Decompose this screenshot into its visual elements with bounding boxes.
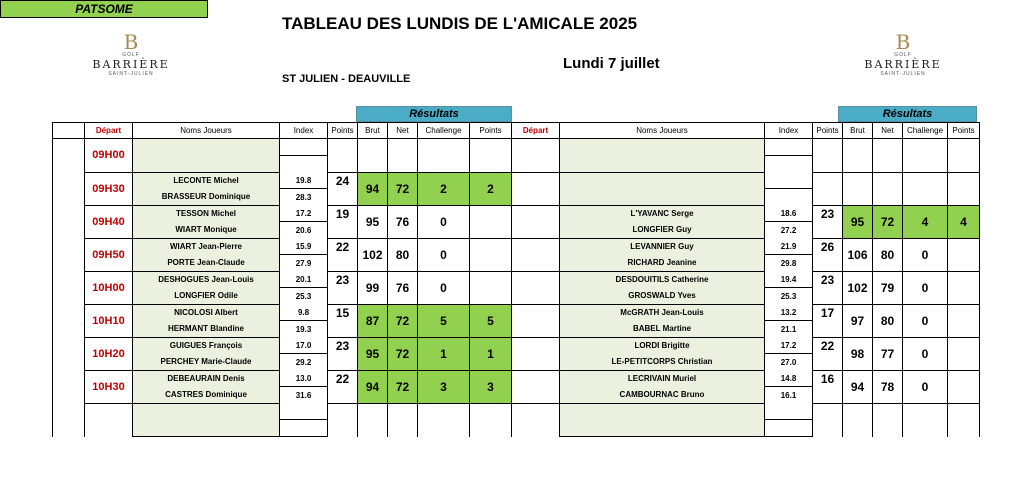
player-name: TESSON Michel xyxy=(133,205,280,222)
table-row xyxy=(53,403,980,420)
challenge-score: 0 xyxy=(418,271,470,304)
logo-golf-barriere-left xyxy=(90,32,172,98)
brut-score: 99 xyxy=(358,271,388,304)
brut-score xyxy=(358,139,388,173)
player-name: CAMBOURNAC Bruno xyxy=(560,387,765,404)
player-index: 15.9 xyxy=(280,238,328,255)
net-score xyxy=(873,403,903,437)
player-name: DESDOUITILS Catherine xyxy=(560,271,765,288)
logo-monogram: B xyxy=(895,30,911,54)
net-score: 72 xyxy=(388,304,418,337)
player-name: BABEL Martine xyxy=(560,321,765,338)
table-header-row xyxy=(53,123,980,139)
net-score xyxy=(873,139,903,173)
tee-time-right xyxy=(512,238,560,271)
net-score xyxy=(873,172,903,205)
player-name: L'YAVANC Serge xyxy=(560,205,765,222)
player-name xyxy=(133,403,280,420)
row-margin-cell xyxy=(53,205,85,238)
player-name xyxy=(560,189,765,206)
result-points xyxy=(470,403,512,437)
player-name xyxy=(560,172,765,189)
header-result-points-right: Points xyxy=(948,123,980,139)
result-points xyxy=(948,370,980,403)
net-score xyxy=(388,403,418,437)
tee-time: 10H20 xyxy=(85,337,133,370)
net-score: 76 xyxy=(388,205,418,238)
player-index xyxy=(280,403,328,420)
tee-time-right xyxy=(512,403,560,437)
brut-score: 95 xyxy=(358,205,388,238)
result-points xyxy=(948,337,980,370)
header-index-right: Index xyxy=(765,123,813,139)
team-points: 22 xyxy=(328,370,358,403)
row-margin-cell xyxy=(53,139,85,173)
page-title: TABLEAU DES LUNDIS DE L'AMICALE 2025 xyxy=(282,14,638,33)
logo-golf-text: GOLF xyxy=(122,52,140,58)
table-row xyxy=(53,238,980,255)
player-index: 28.3 xyxy=(280,189,328,206)
result-points xyxy=(948,139,980,173)
table-row xyxy=(53,304,980,321)
game-format-banner: PATSOME xyxy=(0,0,208,18)
brut-score: 106 xyxy=(843,238,873,271)
result-points xyxy=(948,172,980,205)
tee-time-right xyxy=(512,172,560,205)
tee-time-right xyxy=(512,205,560,238)
row-margin-cell xyxy=(53,304,85,337)
challenge-score: 0 xyxy=(903,304,948,337)
team-points xyxy=(328,139,358,173)
player-name: PORTE Jean-Claude xyxy=(133,255,280,272)
result-points xyxy=(948,271,980,304)
challenge-score: 3 xyxy=(418,370,470,403)
net-score: 80 xyxy=(388,238,418,271)
challenge-score: 0 xyxy=(418,205,470,238)
player-index: 17.2 xyxy=(280,205,328,222)
challenge-score: 0 xyxy=(903,238,948,271)
tee-time-right xyxy=(512,139,560,173)
player-name xyxy=(560,156,765,173)
player-index: 20.6 xyxy=(280,222,328,239)
table-row xyxy=(53,271,980,288)
result-points: 2 xyxy=(470,172,512,205)
player-index: 25.3 xyxy=(765,288,813,305)
team-points: 19 xyxy=(328,205,358,238)
player-index xyxy=(765,139,813,156)
brut-score: 94 xyxy=(843,370,873,403)
player-index: 27.2 xyxy=(765,222,813,239)
brut-score: 95 xyxy=(843,205,873,238)
brut-score xyxy=(843,139,873,173)
row-margin-cell xyxy=(53,238,85,271)
brut-score: 94 xyxy=(358,172,388,205)
brut-score: 102 xyxy=(358,238,388,271)
tee-time: 09H40 xyxy=(85,205,133,238)
team-points: 24 xyxy=(328,172,358,205)
tee-time: 09H00 xyxy=(85,139,133,173)
header-brut-right: Brut xyxy=(843,123,873,139)
player-index: 25.3 xyxy=(280,288,328,305)
player-name: WIART Jean-Pierre xyxy=(133,238,280,255)
player-name: NICOLOSI Albert xyxy=(133,304,280,321)
challenge-score: 2 xyxy=(418,172,470,205)
team-points xyxy=(813,172,843,205)
header-points-right: Points xyxy=(813,123,843,139)
player-name xyxy=(133,420,280,437)
event-date: Lundi 7 juillet xyxy=(563,55,660,72)
player-index: 21.1 xyxy=(765,321,813,338)
results-header-left: Résultats xyxy=(356,106,512,122)
team-points: 23 xyxy=(328,271,358,304)
player-name xyxy=(133,139,280,156)
brut-score xyxy=(358,403,388,437)
player-index: 20.1 xyxy=(280,271,328,288)
challenge-score: 0 xyxy=(903,370,948,403)
player-name xyxy=(133,156,280,173)
net-score: 76 xyxy=(388,271,418,304)
tee-time-right xyxy=(512,337,560,370)
player-index: 27.0 xyxy=(765,354,813,371)
tee-time: 10H30 xyxy=(85,370,133,403)
logo-sub-text: SAINT-JULIEN xyxy=(880,71,926,77)
logo-golf-text: GOLF xyxy=(894,52,912,58)
team-points: 22 xyxy=(328,238,358,271)
team-points: 15 xyxy=(328,304,358,337)
result-points xyxy=(948,403,980,437)
player-name: DESHOGUES Jean-Louis xyxy=(133,271,280,288)
player-name: LEVANNIER Guy xyxy=(560,238,765,255)
header-net: Net xyxy=(388,123,418,139)
player-index xyxy=(765,156,813,173)
brut-score: 102 xyxy=(843,271,873,304)
header-net-right: Net xyxy=(873,123,903,139)
player-index: 31.6 xyxy=(280,387,328,404)
challenge-score xyxy=(903,139,948,173)
player-name: LECONTE Michel xyxy=(133,172,280,189)
player-index: 16.1 xyxy=(765,387,813,404)
header-noms-right: Noms Joueurs xyxy=(560,123,765,139)
player-name: GROSWALD Yves xyxy=(560,288,765,305)
brut-score: 95 xyxy=(358,337,388,370)
header-brut: Brut xyxy=(358,123,388,139)
net-score: 80 xyxy=(873,238,903,271)
player-name: BRASSEUR Dominique xyxy=(133,189,280,206)
challenge-score: 1 xyxy=(418,337,470,370)
brut-score: 97 xyxy=(843,304,873,337)
row-margin-cell xyxy=(53,172,85,205)
team-points: 17 xyxy=(813,304,843,337)
challenge-score xyxy=(903,172,948,205)
player-index: 19.3 xyxy=(280,321,328,338)
team-points: 23 xyxy=(328,337,358,370)
player-name: LE-PETITCORPS Christian xyxy=(560,354,765,371)
team-points: 26 xyxy=(813,238,843,271)
player-name: LECRIVAIN Muriel xyxy=(560,370,765,387)
logo-sub-text: SAINT-JULIEN xyxy=(108,71,154,77)
tee-time xyxy=(85,403,133,437)
challenge-score xyxy=(418,139,470,173)
logo-brand-text: BARRIÈRE xyxy=(92,58,170,71)
net-score: 80 xyxy=(873,304,903,337)
team-points: 23 xyxy=(813,205,843,238)
table-row xyxy=(53,370,980,387)
player-index xyxy=(765,403,813,420)
team-points xyxy=(813,139,843,173)
player-name: PERCHEY Marie-Claude xyxy=(133,354,280,371)
logo-brand-text: BARRIÈRE xyxy=(864,58,942,71)
tee-time-right xyxy=(512,304,560,337)
net-score xyxy=(388,139,418,173)
net-score: 72 xyxy=(388,337,418,370)
player-index: 27.9 xyxy=(280,255,328,272)
result-points: 4 xyxy=(948,205,980,238)
player-index: 9.8 xyxy=(280,304,328,321)
team-points: 23 xyxy=(813,271,843,304)
player-index: 29.8 xyxy=(765,255,813,272)
brut-score: 98 xyxy=(843,337,873,370)
table-row xyxy=(53,172,980,189)
tee-time: 10H00 xyxy=(85,271,133,304)
net-score: 72 xyxy=(873,205,903,238)
tee-time: 09H30 xyxy=(85,172,133,205)
result-points xyxy=(470,238,512,271)
player-name: LONGFIER Guy xyxy=(560,222,765,239)
team-points: 22 xyxy=(813,337,843,370)
header-depart: Départ xyxy=(85,123,133,139)
player-index: 17.0 xyxy=(280,337,328,354)
challenge-score: 4 xyxy=(903,205,948,238)
player-index xyxy=(765,420,813,437)
challenge-score: 0 xyxy=(418,238,470,271)
brut-score: 87 xyxy=(358,304,388,337)
result-points xyxy=(470,205,512,238)
net-score: 72 xyxy=(388,172,418,205)
player-index: 17.2 xyxy=(765,337,813,354)
header-points: Points xyxy=(328,123,358,139)
brut-score: 94 xyxy=(358,370,388,403)
result-points xyxy=(470,271,512,304)
header-blank xyxy=(53,123,85,139)
tee-time: 10H10 xyxy=(85,304,133,337)
player-index: 29.2 xyxy=(280,354,328,371)
tee-time: 09H50 xyxy=(85,238,133,271)
player-name: LONGFIER Odile xyxy=(133,288,280,305)
challenge-score: 5 xyxy=(418,304,470,337)
player-name: WIART Monique xyxy=(133,222,280,239)
player-name xyxy=(560,139,765,156)
tee-time-right xyxy=(512,271,560,304)
team-points: 16 xyxy=(813,370,843,403)
player-name: GUIGUES François xyxy=(133,337,280,354)
player-name: McGRATH Jean-Louis xyxy=(560,304,765,321)
row-margin-cell xyxy=(53,271,85,304)
player-name: HERMANT Blandine xyxy=(133,321,280,338)
net-score: 78 xyxy=(873,370,903,403)
result-points: 3 xyxy=(470,370,512,403)
player-index: 19.8 xyxy=(280,172,328,189)
team-points xyxy=(813,403,843,437)
player-name: RICHARD Jeanine xyxy=(560,255,765,272)
player-index: 13.0 xyxy=(280,370,328,387)
result-points xyxy=(948,304,980,337)
results-table xyxy=(52,122,980,437)
net-score: 79 xyxy=(873,271,903,304)
net-score: 77 xyxy=(873,337,903,370)
tee-time-right xyxy=(512,370,560,403)
header-noms: Noms Joueurs xyxy=(133,123,280,139)
header-challenge: Challenge xyxy=(418,123,470,139)
challenge-score: 0 xyxy=(903,337,948,370)
player-index xyxy=(280,156,328,173)
header-depart-right: Départ xyxy=(512,123,560,139)
results-header-right: Résultats xyxy=(838,106,977,122)
logo-monogram: B xyxy=(123,30,139,54)
result-points: 5 xyxy=(470,304,512,337)
player-index: 13.2 xyxy=(765,304,813,321)
challenge-score: 0 xyxy=(903,271,948,304)
player-index: 18.6 xyxy=(765,205,813,222)
logo-golf-barriere-right xyxy=(862,32,944,98)
row-margin-cell xyxy=(53,337,85,370)
challenge-score xyxy=(903,403,948,437)
challenge-score xyxy=(418,403,470,437)
player-name: LORDI Brigitte xyxy=(560,337,765,354)
event-place: ST JULIEN - DEAUVILLE xyxy=(282,73,411,85)
row-margin-cell xyxy=(53,403,85,437)
result-points: 1 xyxy=(470,337,512,370)
player-name: DEBEAURAIN Denis xyxy=(133,370,280,387)
player-name xyxy=(560,420,765,437)
player-name xyxy=(560,403,765,420)
result-points xyxy=(948,238,980,271)
brut-score xyxy=(843,403,873,437)
player-index xyxy=(280,420,328,437)
player-index: 21.9 xyxy=(765,238,813,255)
header-challenge-right: Challenge xyxy=(903,123,948,139)
brut-score xyxy=(843,172,873,205)
row-margin-cell xyxy=(53,370,85,403)
player-index xyxy=(765,172,813,189)
player-name: CASTRES Dominique xyxy=(133,387,280,404)
header-index: Index xyxy=(280,123,328,139)
table-row xyxy=(53,139,980,156)
table-row xyxy=(53,337,980,354)
player-index: 19.4 xyxy=(765,271,813,288)
header-result-points: Points xyxy=(470,123,512,139)
player-index xyxy=(765,189,813,206)
net-score: 72 xyxy=(388,370,418,403)
player-index xyxy=(280,139,328,156)
team-points xyxy=(328,403,358,437)
result-points xyxy=(470,139,512,173)
player-index: 14.8 xyxy=(765,370,813,387)
table-row xyxy=(53,205,980,222)
